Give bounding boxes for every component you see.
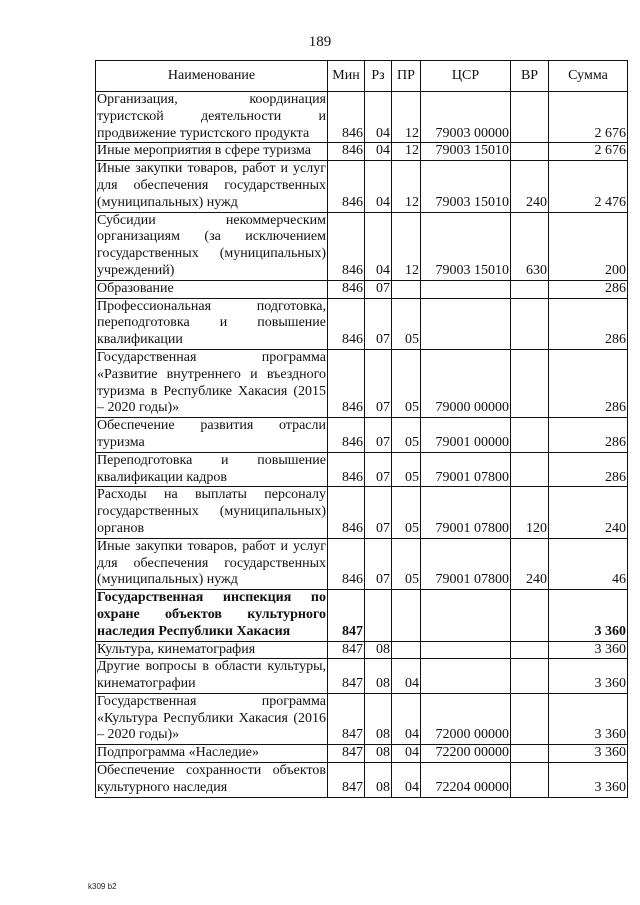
cell-vr	[511, 349, 549, 417]
cell-rz: 07	[365, 538, 392, 589]
cell-rz: 07	[365, 298, 392, 349]
cell-name: Обеспечение сохранности объектов культурного наследия	[96, 763, 328, 798]
cell-rz: 08	[365, 763, 392, 798]
cell-sum: 3 360	[549, 763, 628, 798]
cell-pr: 05	[392, 487, 421, 538]
cell-pr: 04	[392, 693, 421, 744]
cell-rz: 08	[365, 641, 392, 659]
cell-min: 846	[328, 143, 365, 161]
table-row	[96, 418, 628, 453]
cell-csr	[421, 590, 511, 641]
table-row	[96, 298, 628, 349]
cell-min: 846	[328, 92, 365, 143]
cell-csr: 79003 15010	[421, 212, 511, 280]
cell-rz: 04	[365, 212, 392, 280]
cell-sum: 2 476	[549, 161, 628, 212]
table-row	[96, 538, 628, 589]
cell-csr: 79003 15010	[421, 143, 511, 161]
cell-pr: 05	[392, 418, 421, 453]
cell-sum: 286	[549, 418, 628, 453]
cell-rz: 07	[365, 349, 392, 417]
cell-vr	[511, 280, 549, 298]
table-row	[96, 92, 628, 143]
cell-rz: 04	[365, 92, 392, 143]
cell-sum: 286	[549, 280, 628, 298]
cell-min: 847	[328, 745, 365, 763]
cell-min: 846	[328, 212, 365, 280]
cell-vr: 240	[511, 538, 549, 589]
cell-csr	[421, 280, 511, 298]
cell-min: 847	[328, 763, 365, 798]
cell-sum: 286	[549, 452, 628, 487]
cell-pr: 05	[392, 298, 421, 349]
cell-vr	[511, 418, 549, 453]
cell-pr	[392, 280, 421, 298]
cell-name: Культура, кинематография	[96, 641, 328, 659]
cell-rz	[365, 590, 392, 641]
table-row	[96, 452, 628, 487]
cell-csr: 79001 00000	[421, 418, 511, 453]
cell-csr: 72000 00000	[421, 693, 511, 744]
cell-csr	[421, 659, 511, 694]
cell-sum: 3 360	[549, 641, 628, 659]
cell-csr: 79003 00000	[421, 92, 511, 143]
table-row	[96, 280, 628, 298]
cell-vr	[511, 745, 549, 763]
cell-sum: 2 676	[549, 92, 628, 143]
budget-table	[95, 60, 628, 798]
cell-vr	[511, 452, 549, 487]
table-row	[96, 641, 628, 659]
cell-pr: 04	[392, 763, 421, 798]
cell-vr	[511, 659, 549, 694]
cell-min: 846	[328, 452, 365, 487]
cell-min: 846	[328, 349, 365, 417]
cell-min: 847	[328, 590, 365, 641]
cell-vr: 120	[511, 487, 549, 538]
table-row	[96, 349, 628, 417]
cell-pr	[392, 641, 421, 659]
header-min: Мин	[328, 61, 365, 92]
cell-name: Государственная программа «Культура Республики Хакасия (2016 – 2020 годы)»	[96, 693, 328, 744]
cell-vr	[511, 298, 549, 349]
cell-vr	[511, 143, 549, 161]
cell-min: 846	[328, 298, 365, 349]
cell-sum: 2 676	[549, 143, 628, 161]
cell-csr: 79001 07800	[421, 487, 511, 538]
footer-code: k309 b2	[88, 882, 117, 891]
cell-pr: 04	[392, 659, 421, 694]
cell-sum: 3 360	[549, 693, 628, 744]
cell-name: Образование	[96, 280, 328, 298]
table-row	[96, 745, 628, 763]
cell-pr: 12	[392, 92, 421, 143]
cell-csr: 79001 07800	[421, 452, 511, 487]
cell-sum: 3 360	[549, 590, 628, 641]
cell-rz: 04	[365, 161, 392, 212]
cell-min: 847	[328, 693, 365, 744]
cell-rz: 04	[365, 143, 392, 161]
cell-pr: 05	[392, 452, 421, 487]
cell-vr: 240	[511, 161, 549, 212]
cell-vr	[511, 590, 549, 641]
cell-pr: 05	[392, 538, 421, 589]
cell-rz: 07	[365, 452, 392, 487]
table-row	[96, 143, 628, 161]
cell-name: Государственная программа «Развитие внутреннего и въездного туризма в Республике Хакасия (2015 – 2020 годы)»	[96, 349, 328, 417]
table-row	[96, 659, 628, 694]
cell-pr: 04	[392, 745, 421, 763]
cell-name: Иные мероприятия в сфере туризма	[96, 143, 328, 161]
cell-csr: 79001 07800	[421, 538, 511, 589]
header-sum: Сумма	[549, 61, 628, 92]
table-header-row	[96, 61, 628, 92]
cell-min: 846	[328, 280, 365, 298]
cell-name: Переподготовка и повышение квалификации кадров	[96, 452, 328, 487]
cell-name: Подпрограмма «Наследие»	[96, 745, 328, 763]
cell-min: 847	[328, 659, 365, 694]
cell-pr: 12	[392, 143, 421, 161]
header-pr: ПР	[392, 61, 421, 92]
cell-name: Расходы на выплаты персоналу государственных (муниципальных) органов	[96, 487, 328, 538]
cell-min: 847	[328, 641, 365, 659]
cell-rz: 08	[365, 693, 392, 744]
cell-csr	[421, 641, 511, 659]
cell-csr: 79003 15010	[421, 161, 511, 212]
cell-sum: 46	[549, 538, 628, 589]
cell-rz: 07	[365, 487, 392, 538]
cell-min: 846	[328, 538, 365, 589]
cell-name: Другие вопросы в области культуры, кинематографии	[96, 659, 328, 694]
cell-vr	[511, 92, 549, 143]
cell-name: Иные закупки товаров, работ и услуг для обеспечения государственных (муниципальных) нужд	[96, 538, 328, 589]
header-vr: ВР	[511, 61, 549, 92]
cell-sum: 3 360	[549, 659, 628, 694]
cell-sum: 3 360	[549, 745, 628, 763]
table-row	[96, 693, 628, 744]
cell-rz: 08	[365, 659, 392, 694]
cell-name: Субсидии некоммерческим организациям (за исключением государственных (муниципальных) учреждений)	[96, 212, 328, 280]
cell-name: Организация, координация туристской деятельности и продвижение туристского продукта	[96, 92, 328, 143]
cell-pr: 05	[392, 349, 421, 417]
cell-vr	[511, 693, 549, 744]
cell-vr: 630	[511, 212, 549, 280]
cell-rz: 07	[365, 280, 392, 298]
header-rz: Рз	[365, 61, 392, 92]
cell-rz: 07	[365, 418, 392, 453]
table-row	[96, 161, 628, 212]
cell-min: 846	[328, 418, 365, 453]
cell-sum: 240	[549, 487, 628, 538]
cell-csr: 72200 00000	[421, 745, 511, 763]
table-row	[96, 212, 628, 280]
cell-name: Иные закупки товаров, работ и услуг для обеспечения государственных (муниципальных) нужд	[96, 161, 328, 212]
table-body	[96, 92, 628, 798]
cell-csr	[421, 298, 511, 349]
cell-min: 846	[328, 161, 365, 212]
table-row	[96, 590, 628, 641]
cell-vr	[511, 763, 549, 798]
cell-sum: 200	[549, 212, 628, 280]
table-row	[96, 763, 628, 798]
table-row	[96, 487, 628, 538]
cell-pr	[392, 590, 421, 641]
cell-name: Профессиональная подготовка, переподготовка и повышение квалификации	[96, 298, 328, 349]
cell-pr: 12	[392, 161, 421, 212]
page-number: 189	[308, 34, 332, 50]
cell-csr: 72204 00000	[421, 763, 511, 798]
cell-name: Обеспечение развития отрасли туризма	[96, 418, 328, 453]
header-csr: ЦСР	[421, 61, 511, 92]
cell-rz: 08	[365, 745, 392, 763]
cell-sum: 286	[549, 349, 628, 417]
header-name: Наименование	[96, 61, 328, 92]
cell-min: 846	[328, 487, 365, 538]
cell-csr: 79000 00000	[421, 349, 511, 417]
cell-sum: 286	[549, 298, 628, 349]
cell-vr	[511, 641, 549, 659]
cell-name: Государственная инспекция по охране объектов культурного наследия Республики Хакасия	[96, 590, 328, 641]
cell-pr: 12	[392, 212, 421, 280]
